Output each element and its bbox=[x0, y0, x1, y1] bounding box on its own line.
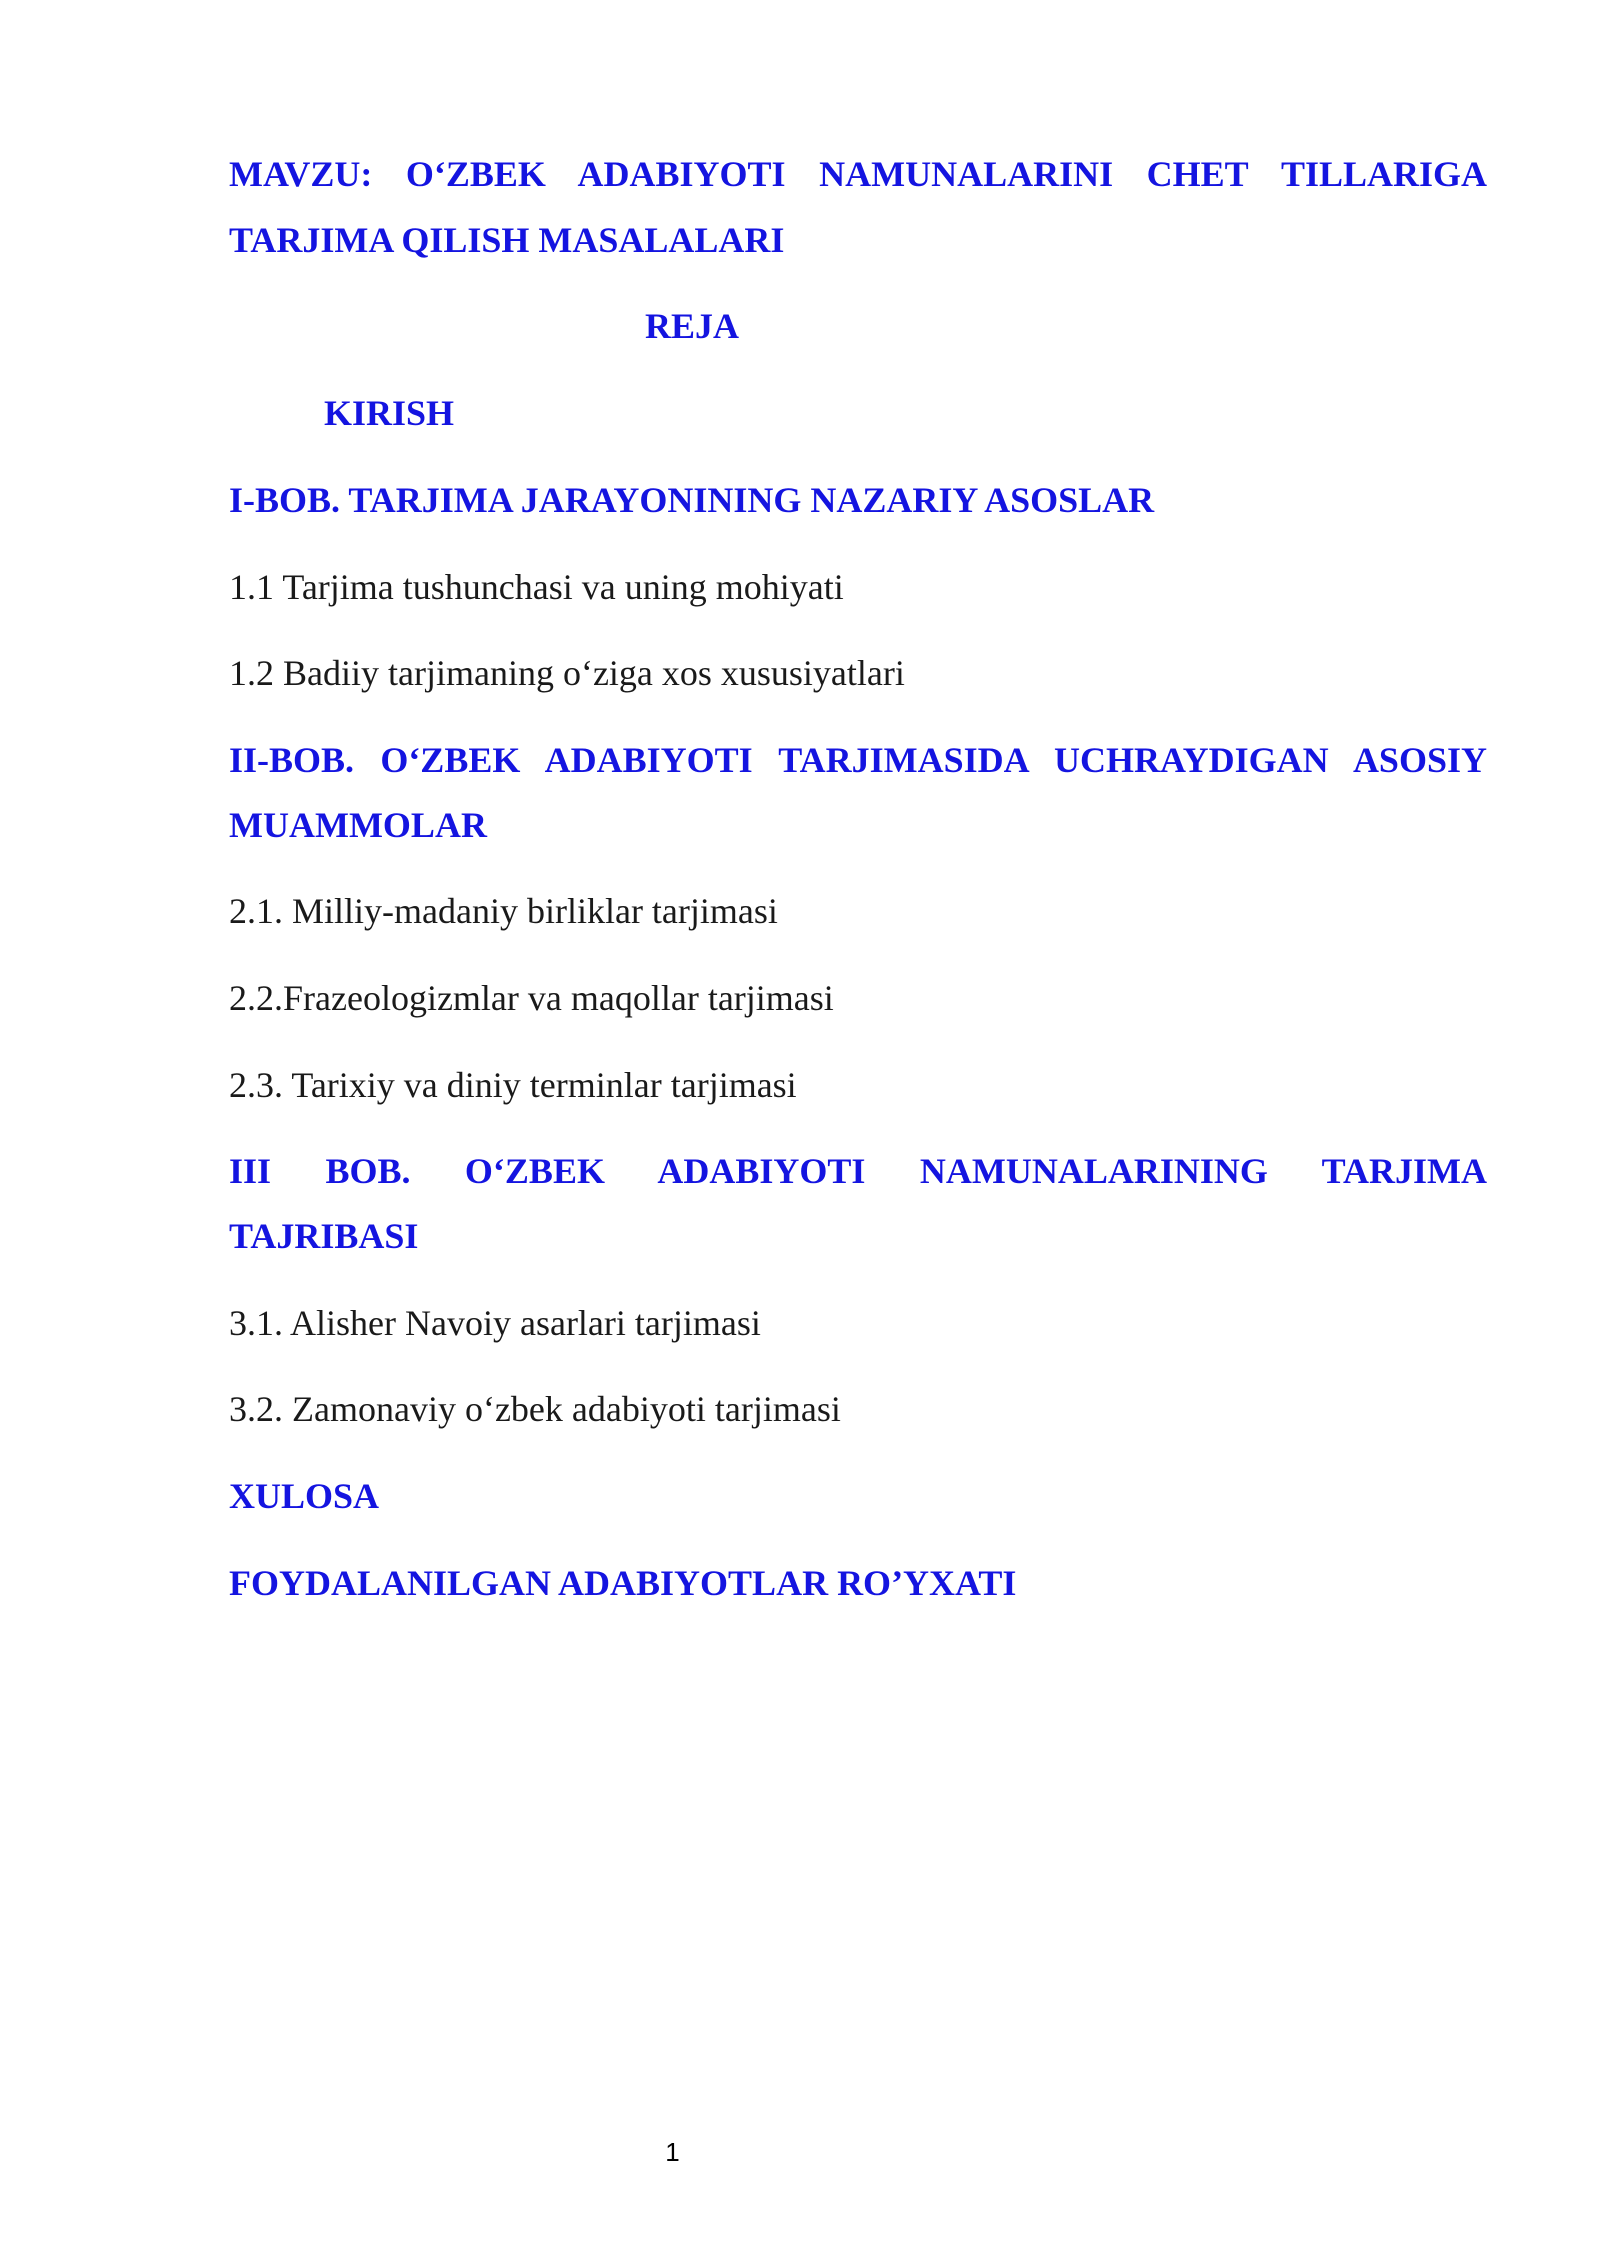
chapter-1-item-2: 1.2 Badiiy tarjimaning o‘ziga xos xususiyatlari bbox=[229, 653, 905, 693]
chapter-3-title-line-1: III BOB. O‘ZBEK ADABIYOTI NAMUNALARINING TARJIMA bbox=[229, 1151, 1487, 1191]
page-number: 1 bbox=[665, 2137, 680, 2167]
chapter-3-title-line-2: TAJRIBASI bbox=[229, 1216, 419, 1256]
chapter-3-item-2: 3.2. Zamonaviy o‘zbek adabiyoti tarjimasi bbox=[229, 1389, 841, 1429]
chapter-1-title: I-BOB. TARJIMA JARAYONINING NAZARIY ASOSLAR bbox=[229, 480, 1155, 520]
chapter-2-item-1: 2.1. Milliy-madaniy birliklar tarjimasi bbox=[229, 891, 778, 931]
chapter-2-item-2: 2.2.Frazeologizmlar va maqollar tarjimasi bbox=[229, 978, 834, 1018]
plan-heading: REJA bbox=[645, 306, 740, 346]
chapter-2-title-line-1: II-BOB. O‘ZBEK ADABIYOTI TARJIMASIDA UCHRAYDIGAN ASOSIY bbox=[229, 740, 1487, 780]
chapter-3-item-1: 3.1. Alisher Navoiy asarlari tarjimasi bbox=[229, 1303, 761, 1343]
chapter-2-title-line-2: MUAMMOLAR bbox=[229, 805, 487, 845]
intro-heading: KIRISH bbox=[324, 393, 455, 433]
topic-title-line-1: MAVZU: O‘ZBEK ADABIYOTI NAMUNALARINI CHET TILLARIGA bbox=[229, 154, 1487, 194]
topic-title-line-2: TARJIMA QILISH MASALALARI bbox=[229, 220, 785, 260]
conclusion-heading: XULOSA bbox=[229, 1476, 380, 1516]
chapter-1-item-1: 1.1 Tarjima tushunchasi va uning mohiyati bbox=[229, 567, 844, 607]
references-heading: FOYDALANILGAN ADABIYOTLAR RO’YXATI bbox=[229, 1563, 1017, 1603]
chapter-2-item-3: 2.3. Tarixiy va diniy terminlar tarjimasi bbox=[229, 1065, 797, 1105]
